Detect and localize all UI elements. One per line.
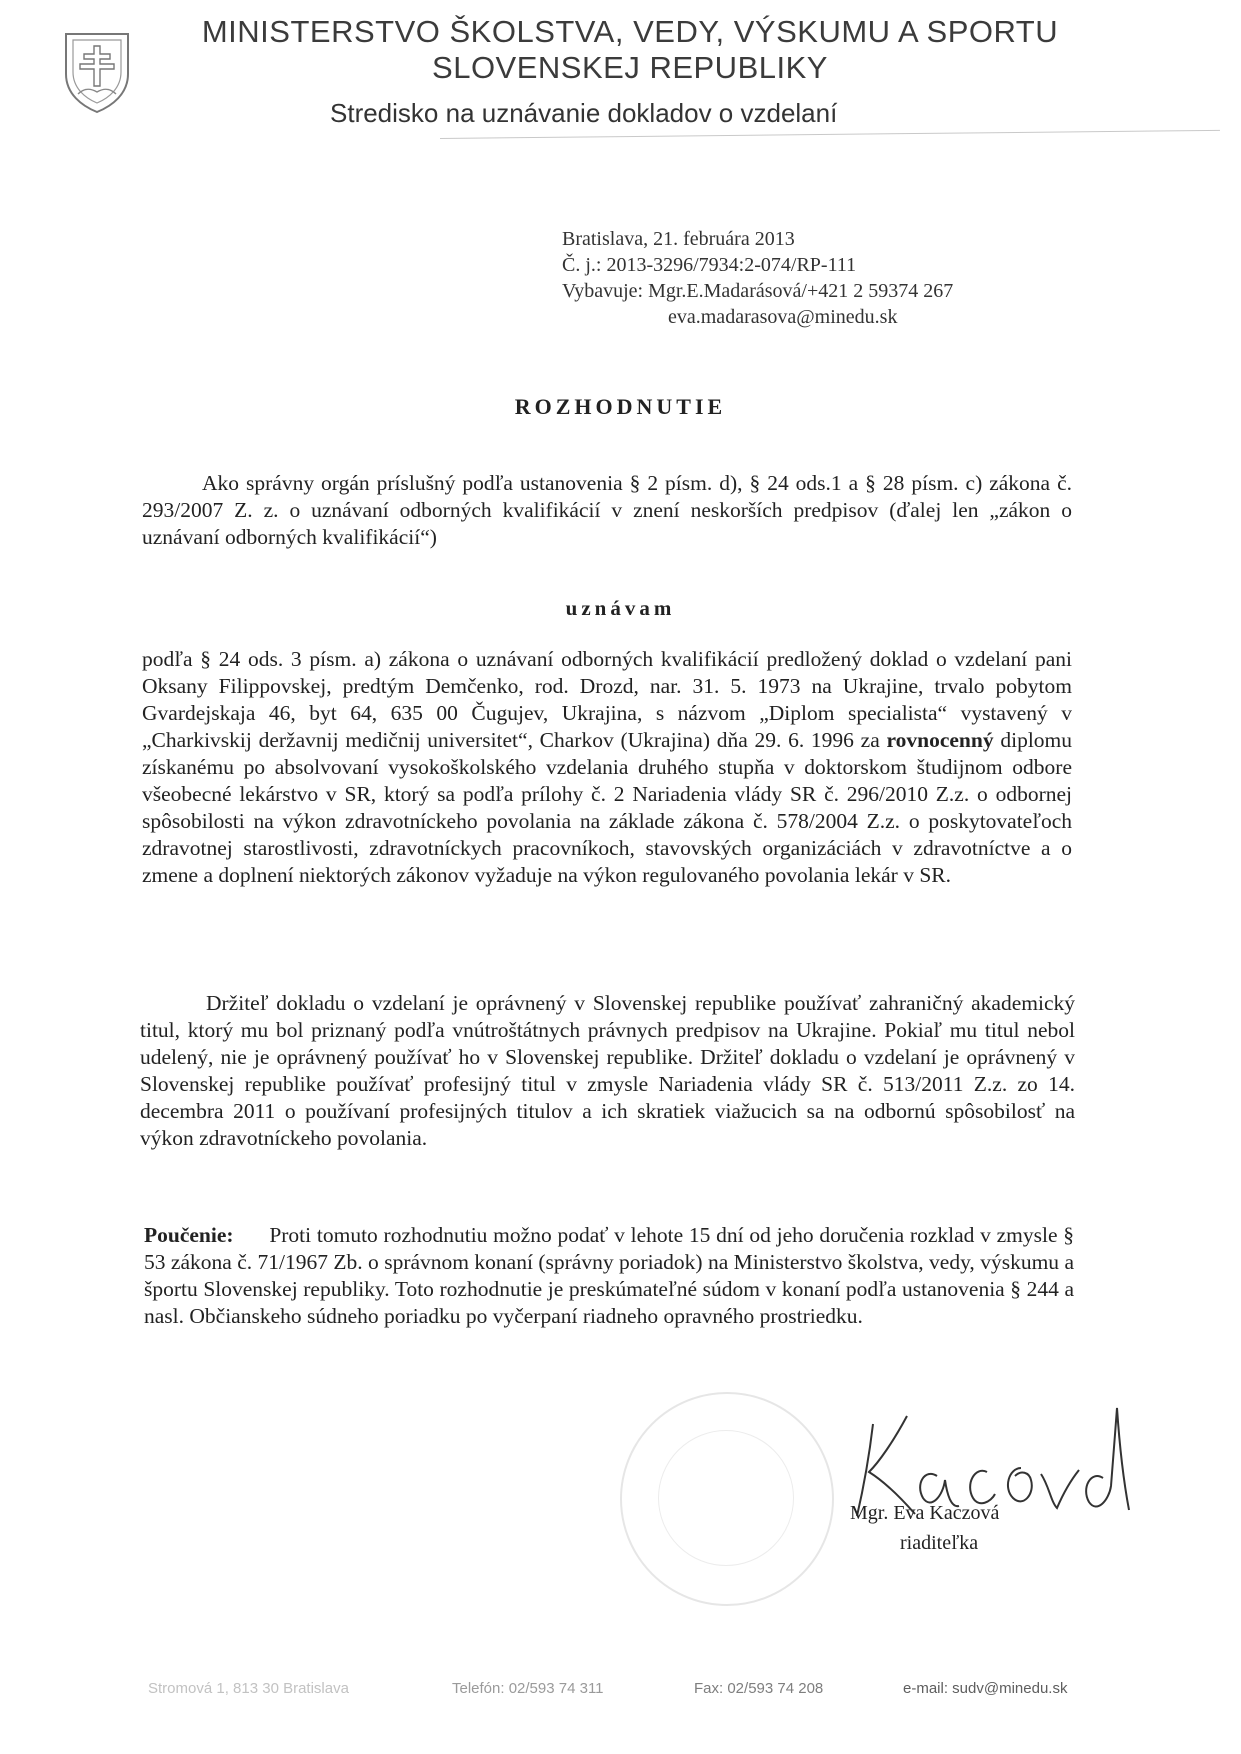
instruction-paragraph	[144, 1222, 1074, 1330]
decision-text-part2: diplomu získanému po absolvovaní vysokoškolského vzdelania druhého stupňa v doktorskom študijnom odbore všeobecné lekárstvo v SR, ktorý sa podľa prílohy č. 2 Nariadenia vlády SR č. 296/2010 Z.z. o odbornej spôsobilosti na výkon zdravotníckeho povolania na základe zákona č. 578/2004 Z.z. o poskytovateľoch zdravotnej starostlivosti, zdravotníckych pracovníkoch, stavovských organizáciách v zdravotníctve a o zmene a doplnení niektorých zákonov vyžaduje na výkon regulovaného povolania lekár v SR.	[142, 728, 1073, 887]
place-date: Bratislava, 21. februára 2013	[562, 228, 795, 250]
page-footer	[0, 1680, 1241, 1704]
contact-email: eva.madarasova@minedu.sk	[668, 306, 898, 328]
instruction-text: Proti tomuto rozhodnutiu možno podať v lehote 15 dní od jeho doručenia rozklad v zmysle § 53 zákona č. 71/1967 Zb. o správnom konaní (správny poriadok) na Ministerstvo školstva, vedy, výskumu a športu Slovenskej republiky. Toto rozhodnutie je preskúmateľné súdom v konaní podľa ustanovenia § 244 a nasl. Občianskeho súdneho poriadku po vyčerpaní riadneho opravného prostriedku.	[144, 1223, 1075, 1328]
intro-paragraph: Ako správny orgán príslušný podľa ustanovenia § 2 písm. d), § 24 ods.1 a § 28 písm. c) zákona č. 293/2007 Z. z. o uznávaní odborných kvalifikácií v znení neskorších predpisov (ďalej len „zákon o uznávaní odborných kvalifikácií“)	[142, 471, 1072, 549]
signatory-name: Mgr. Eva Kaczová	[850, 1502, 1000, 1524]
footer-phone: Telefón: 02/593 74 311	[452, 1680, 604, 1697]
document-meta	[562, 226, 953, 330]
official-stamp-icon	[620, 1392, 834, 1606]
signatory-role: riaditeľka	[900, 1532, 979, 1554]
holder-paragraph: Držiteľ dokladu o vzdelaní je oprávnený v Slovenskej republike používať zahraničný akademický titul, ktorý mu bol priznaný podľa vnútroštátnych právnych predpisov na Ukrajine. Pokiaľ mu titul nebol udelený, nie je oprávnený používať ho v Slovenskej republike. Držiteľ dokladu o vzdelaní je oprávnený v Slovenskej republike používať profesijný titul v zmysle Nariadenia vlády SR č. 513/2011 Z.z. zo 14. decembra 2011 o používaní profesijných titulov a ich skratiek viažucich sa na odbornú spôsobilosť na výkon zdravotníckeho povolania.	[140, 991, 1075, 1150]
decision-verb: uznávam	[565, 596, 676, 620]
decision-paragraph	[142, 646, 1072, 889]
footer-email: e-mail: sudv@minedu.sk	[903, 1680, 1068, 1697]
header-divider	[440, 130, 1220, 139]
office-name: Stredisko na uznávanie dokladov o vzdelaní	[330, 98, 838, 128]
coat-of-arms-icon	[62, 30, 132, 116]
reference-number: Č. j.: 2013-3296/7934:2-074/RP-111	[562, 254, 857, 276]
signatory	[850, 1498, 999, 1558]
ministry-name	[160, 14, 1100, 86]
document-title: ROZHODNUTIE	[514, 394, 727, 419]
ministry-name-line2: SLOVENSKEJ REPUBLIKY	[432, 50, 828, 85]
footer-address: Stromová 1, 813 30 Bratislava	[148, 1680, 349, 1697]
instruction-label: Poučenie:	[144, 1223, 234, 1247]
footer-fax: Fax: 02/593 74 208	[694, 1680, 824, 1697]
decision-equivalent-keyword: rovnocenný	[886, 728, 994, 752]
stamp-inner-ring	[658, 1430, 794, 1566]
handled-by: Vybavuje: Mgr.E.Madarásová/+421 2 59374 267	[562, 280, 954, 302]
ministry-name-line1: MINISTERSTVO ŠKOLSTVA, VEDY, VÝSKUMU A SPORTU	[201, 14, 1059, 49]
decision-text-part1: podľa § 24 ods. 3 písm. a) zákona o uznávaní odborných kvalifikácií predložený doklad o vzdelaní pani Oksany Filippovskej, predtým Demčenko, rod. Drozd, nar. 31. 5. 1973 na Ukrajine, trvalo pobytom Gvardejskaja 46, byt 64, 635 00 Čugujev, Ukrajina, s názvom „Diplom specialista“ vystavený v „Charkivskij deržavnij medičnij universitet“, Charkov (Ukrajina) dňa 29. 6. 1996 za	[142, 647, 1072, 752]
